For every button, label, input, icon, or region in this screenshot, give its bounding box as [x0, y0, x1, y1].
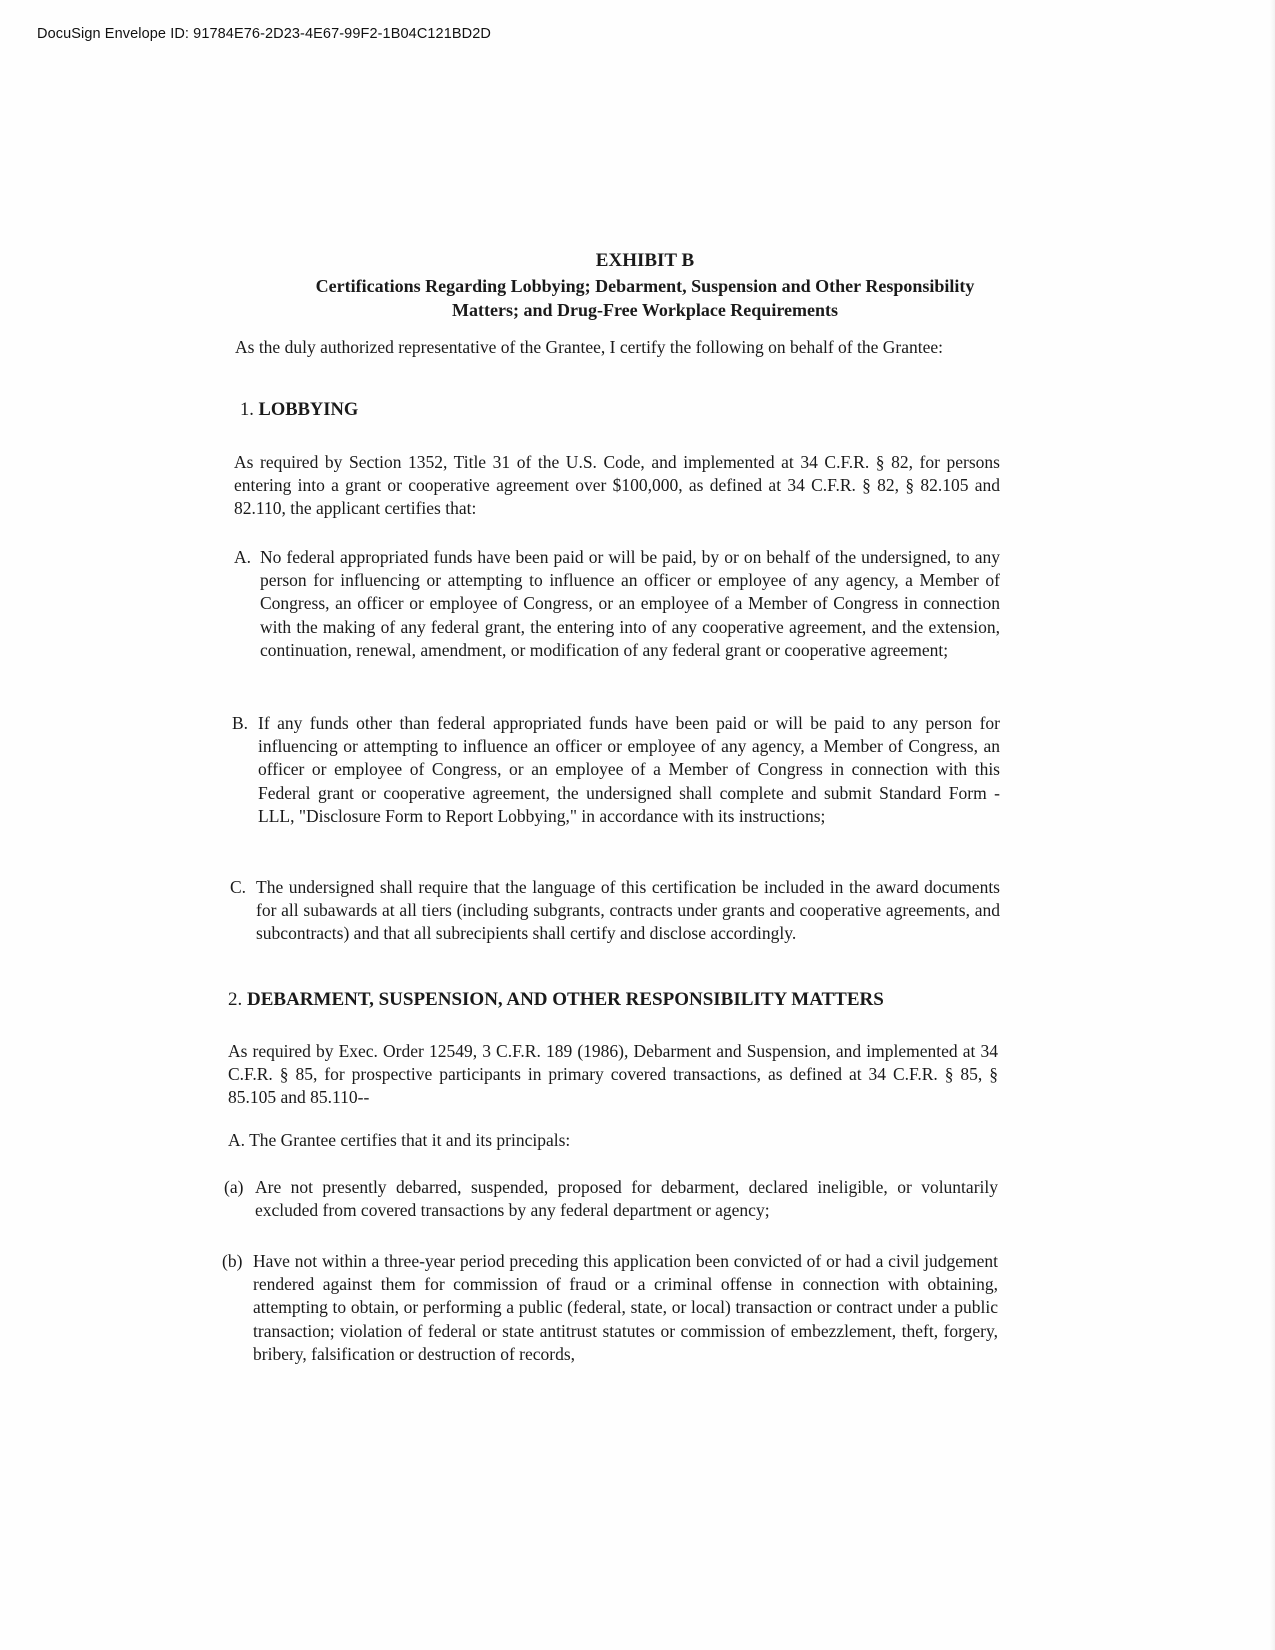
section-number: 2. [228, 989, 243, 1010]
list-item-B [232, 712, 1000, 828]
section-1-heading [240, 400, 358, 421]
list-text: If any funds other than federal appropriated funds have been paid or will be paid to any person for influencing or attempting to influence an officer or employee of any agency, a Member of Congress, an officer or employee of Congress, or an employee of a Member of Congress in connection with this Federal grant or cooperative agreement, the undersigned shall complete and submit Standard Form - LLL, "Disclosure Form to Report Lobbying," in accordance with its instructions; [258, 713, 1000, 826]
section-1-preamble: As required by Section 1352, Title 31 of the U.S. Code, and implemented at 34 C.F.R. § 82, for persons entering into a grant or cooperative agreement over $100,000, as defined at 34 C.F.R. § 82, § 82.105 and 82.110, the applicant certifies that: [234, 452, 1000, 519]
section-title: LOBBYING [258, 400, 359, 420]
subtitle-line-2: Matters; and Drug-Free Workplace Requirements [452, 300, 838, 320]
list-item-b [222, 1250, 998, 1366]
subtitle-line-1: Certifications Regarding Lobbying; Debarment, Suspension and Other Responsibility [315, 276, 975, 296]
list-item-A [234, 546, 1000, 662]
exhibit-subtitle [240, 274, 1050, 322]
list-text: The undersigned shall require that the language of this certification be included in the award documents for all subawards at all tiers (including subgrants, contracts under grants and cooperative agreements, and subcontracts) and that all subrecipients shall certify and disclose accordingly. [256, 877, 1000, 944]
section-title: DEBARMENT, SUSPENSION, AND OTHER RESPONSIBILITY MATTERS [247, 989, 884, 1010]
list-label: C. [230, 877, 247, 897]
list-item-a [224, 1176, 998, 1222]
intro-paragraph: As the duly authorized representative of the Grantee, I certify the following on behalf of the Grantee: [235, 337, 943, 357]
docusign-envelope-id: DocuSign Envelope ID: 91784E76-2D23-4E67-99F2-1B04C121BD2D [37, 26, 491, 42]
section-2-heading [228, 989, 884, 1011]
scan-edge-shadow [1269, 0, 1275, 1650]
list-label: B. [232, 713, 249, 733]
list-item-C [230, 876, 1000, 946]
list-text: Are not presently debarred, suspended, proposed for debarment, declared ineligible, or voluntarily excluded from covered transactions by any federal department or agency; [255, 1177, 998, 1221]
list-label: (b) [222, 1251, 243, 1271]
list-text: Have not within a three-year period preceding this application been convicted of or had a civil judgement rendered against them for commission of fraud or a criminal offense in connection with obtaining, attempting to obtain, or performing a public (federal, state, or local) transaction or contract under a public transaction; violation of federal or state antitrust statutes or commission of embezzlement, theft, forgery, bribery, falsification or destruction of records, [253, 1251, 998, 1364]
list-label: (a) [224, 1177, 244, 1197]
section-2-subheading: A. The Grantee certifies that it and its principals: [228, 1130, 571, 1150]
section-2-preamble: As required by Exec. Order 12549, 3 C.F.R. 189 (1986), Debarment and Suspension, and implemented at 34 C.F.R. § 85, for prospective participants in primary covered transactions, as defined at 34 C.F.R. § 85, § 85.105 and 85.110-- [228, 1041, 998, 1108]
exhibit-title: EXHIBIT B [595, 250, 695, 271]
list-label: A. [234, 547, 252, 567]
list-text: No federal appropriated funds have been paid or will be paid, by or on behalf of the undersigned, to any person for influencing or attempting to influence an officer or employee of any agency, a Member of Congress, an officer or employee of Congress, or an employee of a Member of Congress in connection with the making of any federal grant, the entering into of any cooperative agreement, and the extension, continuation, renewal, amendment, or modification of any federal grant or cooperative agreement; [260, 547, 1000, 660]
section-number: 1. [240, 400, 254, 420]
